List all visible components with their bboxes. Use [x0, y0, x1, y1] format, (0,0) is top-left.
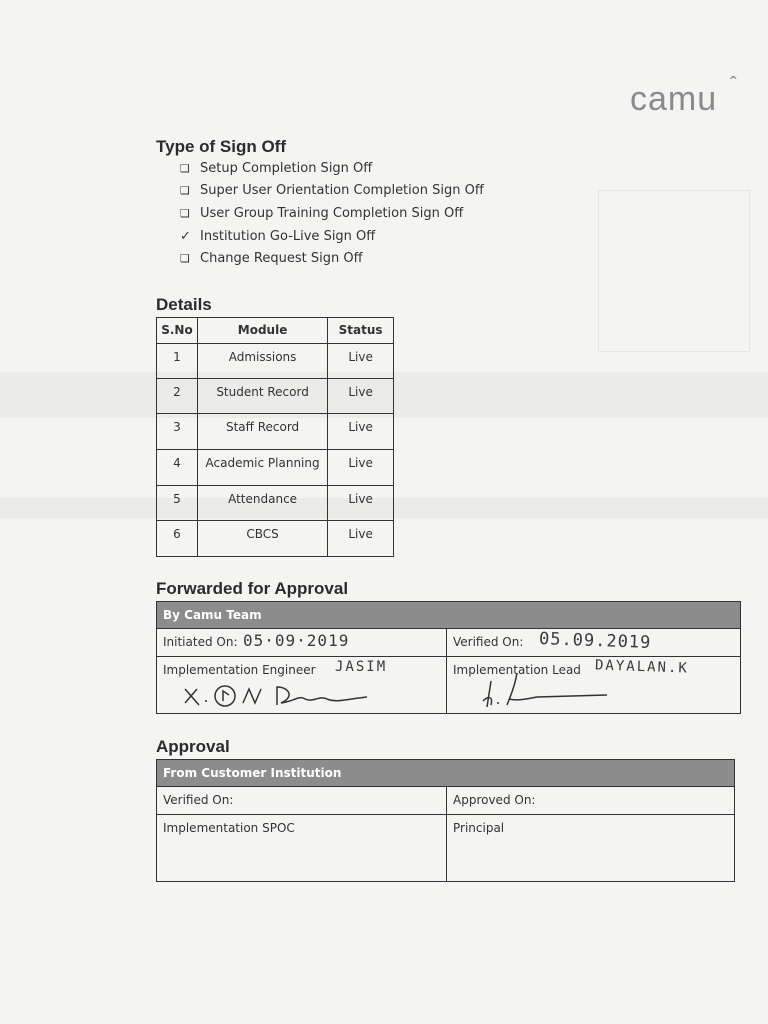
sign-off-title: Type of Sign Off	[156, 137, 287, 156]
table-row	[157, 486, 394, 521]
table-row	[157, 450, 394, 486]
serial-cell: 4	[157, 450, 198, 486]
approval-verified-cell	[157, 787, 446, 814]
forwarded-names-row	[157, 656, 740, 713]
approved-on-label: Approved On:	[453, 793, 536, 807]
status-cell: Live	[328, 379, 394, 414]
checkmark-icon: ✓	[180, 228, 191, 244]
serial-cell: 2	[157, 379, 198, 414]
serial-cell: 6	[157, 521, 198, 557]
sign-off-item	[180, 157, 484, 180]
sign-off-label: Setup Completion Sign Off	[200, 160, 373, 176]
approval-verified-label: Verified On:	[163, 793, 234, 807]
column-header: Module	[197, 318, 327, 344]
approval-dates-row	[157, 786, 734, 814]
table-row	[157, 379, 394, 414]
table-row	[157, 521, 394, 557]
sign-off-label: User Group Training Completion Sign Off	[200, 205, 464, 221]
spoc-label: Implementation SPOC	[163, 821, 295, 835]
column-header: S.No	[157, 318, 198, 344]
table-header-row	[157, 318, 394, 344]
sign-off-item	[180, 225, 484, 248]
principal-cell	[446, 815, 734, 881]
engineer-label: Implementation Engineer	[163, 663, 316, 677]
serial-cell: 1	[157, 344, 198, 379]
approval-header: From Customer Institution	[157, 760, 734, 786]
checkbox-icon: ❏	[180, 252, 190, 266]
module-cell: Student Record	[197, 379, 327, 414]
status-cell: Live	[328, 344, 394, 379]
verified-cell	[446, 629, 740, 656]
status-cell: Live	[328, 521, 394, 557]
verified-value: 05.09.2019	[538, 629, 652, 653]
status-cell: Live	[328, 450, 394, 486]
forwarded-header: By Camu Team	[157, 602, 740, 628]
approval-signatories-row	[157, 814, 734, 881]
engineer-signature	[177, 681, 397, 711]
initiated-label: Initiated On:	[163, 635, 238, 649]
principal-label: Principal	[453, 821, 505, 835]
logo-caret-icon: ˆ	[730, 74, 738, 96]
approval-box	[156, 759, 735, 882]
module-cell: CBCS	[197, 521, 327, 557]
sign-off-item	[180, 180, 484, 203]
column-header: Status	[328, 318, 394, 344]
checkbox-icon: ❏	[180, 206, 190, 220]
lead-value: DAYALAN.K	[594, 657, 690, 677]
lead-cell	[446, 657, 740, 713]
status-cell: Live	[328, 486, 394, 521]
logo-text: camu	[630, 80, 718, 118]
status-cell: Live	[328, 414, 394, 450]
module-cell: Staff Record	[197, 414, 327, 450]
module-cell: Academic Planning	[197, 450, 327, 486]
forwarded-box	[156, 601, 741, 714]
approval-title: Approval	[156, 737, 230, 756]
serial-cell: 5	[157, 486, 198, 521]
details-table	[156, 317, 394, 557]
checkbox-icon: ❏	[180, 184, 190, 198]
sign-off-label: Institution Go-Live Sign Off	[200, 228, 376, 244]
engineer-cell	[157, 657, 446, 713]
forwarded-dates-row	[157, 628, 740, 656]
checkbox-icon: ❏	[180, 161, 190, 175]
camu-logo	[630, 74, 738, 119]
table-row	[157, 344, 394, 379]
forwarded-title: Forwarded for Approval	[156, 579, 349, 598]
details-title: Details	[156, 295, 212, 314]
lead-label: Implementation Lead	[453, 663, 581, 677]
sign-off-list	[180, 157, 484, 270]
spoc-cell	[157, 815, 446, 881]
serial-cell: 3	[157, 414, 198, 450]
initiated-value: 05·09·2019	[243, 631, 350, 650]
verified-label: Verified On:	[453, 635, 524, 649]
approved-on-cell	[446, 787, 734, 814]
sign-off-label: Super User Orientation Completion Sign Off	[200, 183, 484, 199]
module-cell: Admissions	[197, 344, 327, 379]
sign-off-item	[180, 247, 484, 270]
lead-signature	[477, 671, 617, 711]
engineer-value: JASIM	[335, 659, 388, 675]
sign-off-item	[180, 202, 484, 225]
sign-off-label: Change Request Sign Off	[200, 251, 363, 267]
initiated-cell	[157, 629, 446, 656]
module-cell: Attendance	[197, 486, 327, 521]
table-row	[157, 414, 394, 450]
